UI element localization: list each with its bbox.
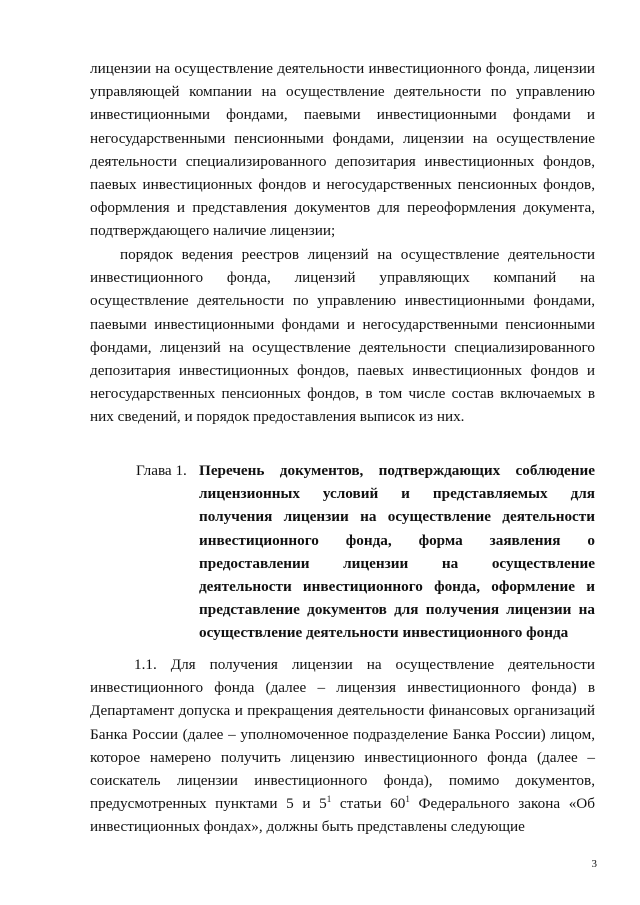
paragraph-1-1-text-a: 1.1. Для получения лицензии на осуществление деятельности инвестиционного фонда (далее – лицензия инвестиционного фонда) в Департамент допуска и прекращения деятельности финансовых организаций Банка России (далее – уполномоченное подразделение Банка России) лицом, которое намерено получить лицензию инвестиционного фонда (далее – соискатель лицензии инвестиционного фонда), помимо документов, предусмотренных пунктами 5 и 5 [90, 656, 595, 813]
chapter-title: Перечень документов, подтверждающих соблюдение лицензионных условий и представляемых для получения лицензии на осуществление деятельности инвестиционного фонда, форма заявления о предоставлении лицензии на осуществление деятельности инвестиционного фонда, оформление и представление документов для получения лицензии на осуществление деятельности инвестиционного фонда [199, 462, 595, 642]
superscript-2: 1 [405, 794, 410, 805]
paragraph-registry-procedure: порядок ведения реестров лицензий на осуществление деятельности инвестиционного фонда, лицензий управляющих компаний на осуществление деятельности по управлению инвестиционными фондами, паевыми инвестиционными фондами и негосударственными пенсионными фондами, лицензий на осуществление деятельности специализированного депозитария инвестиционных фондов, паевых инвестиционных фондов и негосударственных пенсионных фондов, в том числе состав включаемых в них сведений, и порядок предоставления выписок из них. [90, 246, 595, 426]
paragraph-1-1-text-c: Федерального закона «Об инвестиционных фондах», должны быть представлены следующие [90, 795, 595, 836]
page-number: 3 [591, 858, 597, 870]
superscript-1: 1 [326, 794, 332, 805]
paragraph-1-1 [90, 653, 595, 839]
paragraph-1-1-text-b: статьи 60 [331, 795, 406, 813]
chapter-label: Глава 1. [136, 462, 187, 479]
paragraph-license-documents: лицензии на осуществление деятельности инвестиционного фонда, лицензии управляющей компании на осуществление деятельности по управлению инвестиционными фондами, паевыми инвестиционными фондами и негосударственными пенсионными фондами, лицензии на осуществление деятельности специализированного депозитария инвестиционных фондов, паевых инвестиционных фондов и негосударственных пенсионных фондов, оформления и представления документов для переоформления документа, подтверждающего наличие лицензии; [90, 60, 595, 240]
